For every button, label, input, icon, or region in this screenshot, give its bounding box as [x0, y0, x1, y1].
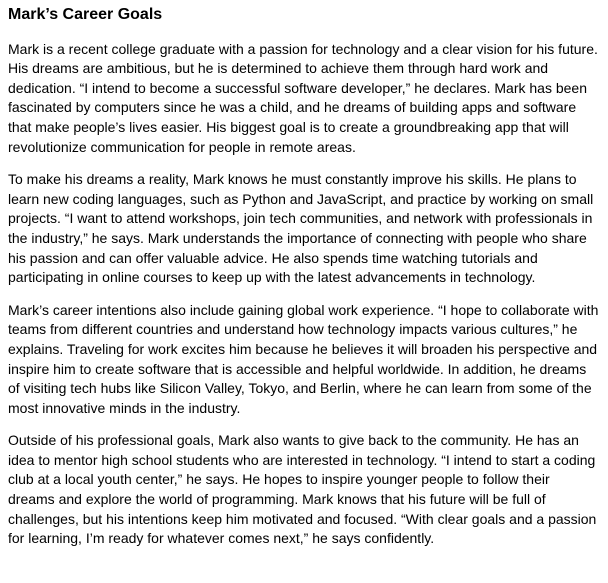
paragraph-skills: To make his dreams a reality, Mark knows he must constantly improve his skills. He plans to learn new coding languages, such as Python and JavaScript, and practice by working on small projects. “I want to attend workshops, join tech communities, and network with professionals in the industry,” he says. Mark understands the importance of connecting with people who share his passion and can offer valuable advice. He also spends time watching tutorials and participating in online courses to keep up with the latest advancements in technology.	[8, 171, 594, 286]
paragraph-intro: Mark is a recent college graduate with a passion for technology and a clear vision for his future. His dreams are ambitious, but he is determined to achieve them through hard work and dedication. “I intend to become a successful software developer,” he declares. Mark has been fascinated by computers since he was a child, and he dreams of building apps and software that make people’s lives easier. His biggest goal is to create a groundbreaking app that will revolutionize communication for people in remote areas.	[8, 40, 598, 155]
paragraph-community: Outside of his professional goals, Mark also wants to give back to the community. He has an idea to mentor high school students who are interested in technology. “I intend to start a coding club at a local youth center,” he says. He hopes to inspire younger people to follow their dreams and explore the world of programming. Mark knows that his future will be full of challenges, but his intentions keep him motivated and focused. “With clear goals and a passion for learning, I’m ready for whatever comes next,” he says confidently.	[8, 432, 597, 547]
paragraph-global-experience: Mark’s career intentions also include gaining global work experience. “I hope to collaborate with teams from different countries and understand how technology impacts various cultures,” he explains. Traveling for work excites him because he believes it will broaden his perspective and inspire him to create software that is accessible and helpful worldwide. In addition, he dreams of visiting tech hubs like Silicon Valley, Tokyo, and Berlin, where he can learn from some of the most innovative minds in the industry.	[8, 301, 599, 416]
document-title: Mark’s Career Goals	[8, 6, 163, 23]
